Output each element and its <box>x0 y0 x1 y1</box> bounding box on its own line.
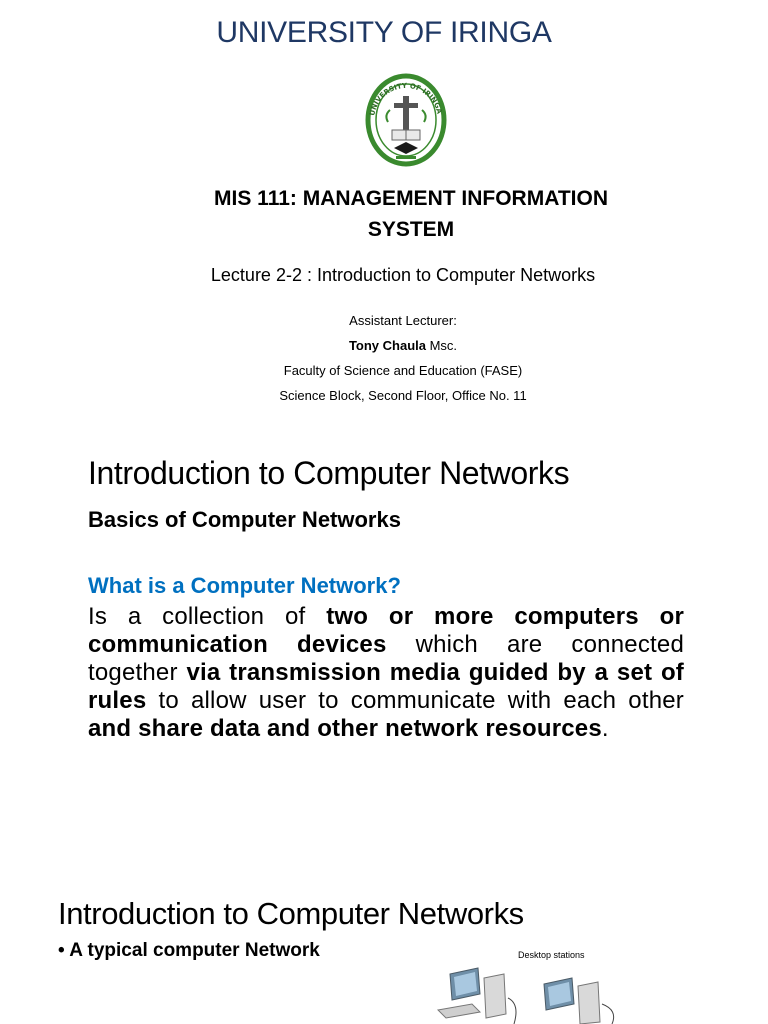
network-diagram <box>428 944 638 1024</box>
para-text-3: to allow user to communicate with each other <box>146 687 684 714</box>
logo-text: UNIVERSITY OF IRINGA <box>368 81 444 117</box>
lecturer-role: Assistant Lecturer: <box>349 313 457 328</box>
lecture-title: Lecture 2-2 : Introduction to Computer Networks <box>210 265 596 285</box>
para-bold-2: via transmission media guided by a set of rules <box>88 659 684 714</box>
definition-paragraph <box>88 603 684 743</box>
desktop-computer-icon <box>438 968 506 1018</box>
para-text-2: which are connected together <box>88 631 684 686</box>
slide-title: Introduction to Computer Networks <box>58 896 524 931</box>
para-bold-3: and share data and other network resources <box>88 715 602 742</box>
para-text-1: Is a collection of <box>88 603 327 630</box>
course-line-1: MIS 111: MANAGEMENT INFORMATION <box>214 187 608 210</box>
cable-line <box>508 998 516 1024</box>
lecturer-info <box>0 308 768 408</box>
bullet-text: A typical computer Network <box>69 940 320 961</box>
university-title: UNIVERSITY OF IRINGA <box>216 16 552 49</box>
lecturer-name: Tony Chaula <box>348 338 426 353</box>
desktop-computer-icon <box>544 978 600 1024</box>
title-slide <box>0 0 768 432</box>
slide-subtitle: Basics of Computer Networks <box>88 507 401 532</box>
bullet-marker: • <box>58 940 65 961</box>
bullet-item <box>58 940 320 962</box>
lecturer-degree: Msc. <box>425 338 458 353</box>
network-slide <box>0 864 768 1024</box>
lecturer-faculty: Faculty of Science and Education (FASE) <box>283 363 523 378</box>
lecturer-office: Science Block, Second Floor, Office No. 11 <box>279 388 527 403</box>
basics-slide <box>0 432 768 864</box>
diagram-label: Desktop stations <box>518 950 585 960</box>
university-logo <box>364 70 448 174</box>
course-title <box>0 183 768 245</box>
para-bold-1: two or more computers or communication devices <box>88 603 684 658</box>
slide-title: Introduction to Computer Networks <box>88 455 570 491</box>
definition-question: What is a Computer Network? <box>88 573 401 598</box>
lecturer-name-line <box>0 333 768 358</box>
para-text-4: . <box>601 715 609 742</box>
cable-line <box>602 1004 614 1024</box>
course-line-2: SYSTEM <box>367 218 455 241</box>
